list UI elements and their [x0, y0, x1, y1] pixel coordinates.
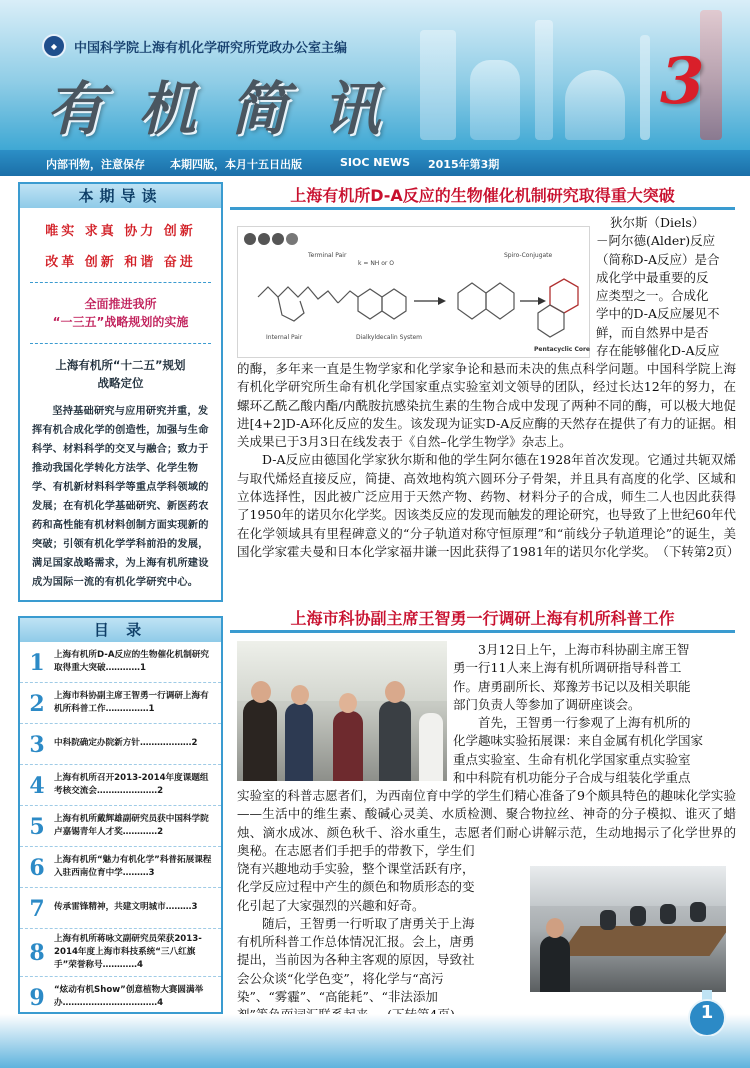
article2-top-column [453, 641, 738, 787]
footer-bar [0, 1014, 750, 1068]
article1-body [237, 360, 740, 561]
atom-icon [272, 233, 284, 245]
title-rule [230, 630, 735, 633]
toc-text: 上海有机所戴辉雄副研究员获中国科学院卢嘉锡青年人才奖…………2 [54, 814, 209, 837]
visit-photo [237, 641, 447, 781]
info-bar [0, 150, 750, 176]
toc-box [18, 616, 223, 1014]
text-line: 勇一行11人来上海有机所调研指导科普工 [453, 660, 682, 676]
molecule-chain [338, 291, 358, 303]
article1-title[interactable]: 上海有机所D-A反应的生物催化机制研究取得重大突破 [290, 186, 675, 205]
toc-number: 7 [29, 896, 45, 922]
reaction-diagram-svg [238, 227, 591, 359]
text-line: 首先，王智勇一行参观了上海有机所的 [478, 715, 691, 731]
molecule-ring [486, 283, 514, 319]
toc-text: 中科院确定办院新方针………………2 [54, 738, 198, 748]
position-body: 坚持基础研究与应用研究并重，发挥有机合成化学的创造性，加强与生命科学、材料科学的交叉与融合；致力于推动我国化学转化方法学、化学生物学、有机新材料科学等重点学科领域的发展；在有机化学基础研究、新医药农药和高性能有机材料创制方面实现新的突破；引领有机化学学科前沿的发展，满足国家战略需求，为上海有机所建设成为国际一流的有机化学研究中心。 [32, 406, 209, 588]
toc-text: 上海有机所蒋咏文副研究员荣获2013-2014年度上海市科技系统“三八红旗手”荣誉称号…………4 [54, 934, 202, 970]
diagram-label: Terminal Pair [308, 252, 347, 259]
plan-line: 全面推进我所 [84, 297, 157, 311]
arrow-head-icon [438, 297, 446, 305]
arrow-head-icon [538, 297, 546, 305]
position-line: 上海有机所“十二五”规划 [55, 358, 186, 372]
masthead [0, 0, 750, 150]
text-line: 鲜，而自然界中是否 [596, 324, 709, 340]
info-publish: 本期四版，本月十五日出版 [170, 158, 302, 171]
toc-text: 传承雷锋精神，共建文明城市………3 [54, 902, 198, 912]
cas-logo-icon: ◆ [42, 34, 66, 58]
text-line: 化学反应过程中产生的颜色和物质形态的变 [237, 879, 475, 895]
text-line: 重点实验室、生命有机化学国家重点实验室 [453, 751, 691, 767]
text-line: 有机所科普工作总体情况汇报。会上，唐勇 [237, 934, 475, 950]
toc-number: 9 [29, 985, 45, 1011]
info-internal: 内部刊物，注意保存 [46, 158, 145, 171]
text-line: －阿尔德(Alder)反应 [596, 233, 716, 249]
meeting-photo [530, 866, 726, 992]
atom-icon [244, 233, 256, 245]
newsletter-title [46, 62, 414, 146]
molecule-chain [258, 287, 338, 303]
text-line: 狄尔斯（Diels） [610, 215, 705, 230]
toc-text: 上海有机所“魅力有机化学”科普拓展课程入驻西南位育中学………3 [54, 855, 212, 878]
title-char: 有 [46, 75, 139, 143]
motto-1: 唯实 求真 协力 创新 [45, 224, 196, 239]
article2-title[interactable]: 上海市科协副主席王智勇一行调研上海有机所科普工作 [290, 609, 675, 628]
text-line: 化引起了大家强烈的兴趣和好奇。 [237, 897, 425, 913]
article2-bottom-column [237, 860, 520, 1025]
info-sioc-news: SIOC NEWS [340, 156, 411, 169]
text-line: （简称D-A反应）是合 [596, 251, 720, 267]
text-line: 存在能够催化D-A反应 [596, 343, 720, 359]
publisher-name: 中国科学院上海有机化学研究所党政办公室主编 [74, 40, 348, 56]
title-char: 简 [230, 75, 323, 143]
plan-heading [20, 295, 221, 331]
article1-para2: D-A反应由德国化学家狄尔斯和他的学生阿尔德在1928年首次发现。它通过共轭双烯与取代烯烃直接反应，简捷、高效地构筑六圆环分子骨架，并且具有高度的化学、区域和立体选择性，因此被广泛应用于天然产物、药物、材料分子的合成，师生二人也因此获得了1950年的诺贝尔化学奖。因该类反应的发现而触发的理论研究，也导致了上世纪60年代在化学领域具有里程碑意义的“分子轨道对称守恒原理”和“前线分子轨道理论”的诞生，美国化学家霍夫曼和日本化学家福井谦一因此获得了1981年的诺贝尔化学奖。 （下转第2页） [237, 452, 740, 559]
toc-number: 4 [29, 773, 45, 799]
title-char: 机 [138, 75, 231, 143]
text-line: 随后，王智勇一行听取了唐勇关于上海 [262, 915, 475, 931]
toc-item[interactable] [20, 642, 221, 683]
text-line: 作。唐勇副所长、郑豫芳书记以及相关职能 [453, 678, 691, 694]
motto-2: 改革 创新 和谐 奋进 [45, 255, 196, 270]
toc-item[interactable] [20, 683, 221, 724]
text-line: 会公众谈“化学色变”，将化学与“高污 [237, 970, 444, 986]
position-heading [20, 356, 221, 392]
title-char: 讯 [322, 75, 415, 143]
toc-text: 上海市科协副主席王智勇一行调研上海有机所科普工作……………1 [54, 691, 209, 714]
toc-item[interactable] [20, 806, 221, 847]
diagram-label: Dialkyldecalin System [356, 334, 423, 341]
toc-text: “炫动有机Show”创意植物大赛圆满举办……………………………4 [54, 985, 204, 1008]
toc-number: 1 [29, 650, 45, 676]
toc-number: 8 [29, 940, 45, 966]
toc-item[interactable] [20, 929, 221, 977]
divider [30, 343, 211, 344]
toc-item[interactable] [20, 724, 221, 765]
issue-number: 3 [660, 44, 705, 119]
toc-text: 上海有机所召开2013-2014年度课题组考核交流会…………………2 [54, 773, 209, 796]
info-issue: 2015年第3期 [428, 158, 500, 171]
text-line: 应类型之一。合成化 [596, 288, 709, 304]
article1-para1: 的酶，多年来一直是生物学家和化学家争论和悬而未决的焦点科学问题。中国科学院上海有机化学研究所生命有机化学国家重点实验室刘文领导的团队，经过长达12年的努力，在螺环乙酰乙酸内酯/内酰胺抗感染抗生素的生物合成中发现了两种不同的酶，可以极大地促进[4+2]D-A环化反应的发生。该发现为证实D-A反应酶的天然存在提供了有力的证据。相关成果已于3月3日在线发表于《自然–化学生物学》杂志上。 [237, 361, 736, 450]
toc-item[interactable] [20, 977, 221, 1018]
reaction-diagram [237, 226, 590, 358]
position-line: 战略定位 [97, 376, 144, 390]
page-number: 1 [700, 1002, 714, 1023]
toc-number: 2 [29, 691, 45, 717]
toc-title: 目 录 [20, 618, 221, 642]
plan-line: “一三五”战略规划的实施 [52, 315, 189, 329]
toc-number: 6 [29, 855, 45, 881]
diagram-label: Internal Pair [266, 334, 303, 341]
text-line: 成化学中最重要的反 [596, 269, 709, 285]
guide-title: 本期导读 [20, 184, 221, 208]
text-line: 3月12日上午，上海市科协副主席王智 [478, 642, 690, 657]
molecule-ring [538, 305, 564, 337]
article1-side-column [596, 214, 738, 360]
text-line: 和中科院有机功能分子合成与组装化学重点 [453, 770, 691, 786]
text-line: 饶有兴趣地动手实验，整个课堂活跃有序， [237, 861, 475, 876]
text-line: 染”、“雾霾”、“高能耗”、“非法添加 [237, 989, 438, 1005]
diagram-label: Pentacyclic Core [534, 346, 590, 353]
divider [30, 282, 211, 283]
toc-text: 上海有机所D-A反应的生物催化机制研究取得重大突破…………1 [54, 650, 210, 673]
diagram-label: Spiro-Conjugate [504, 252, 553, 259]
text-line: 化学趣味实验拓展课：来自金属有机化学国家 [453, 733, 704, 749]
text-line: 提出，当前因为各种主客观的原因，导致社 [237, 952, 475, 968]
publisher [42, 34, 347, 58]
toc-number: 5 [29, 814, 45, 840]
atom-icon [286, 233, 298, 245]
text-line: 学中的D-A反应屡见不 [596, 306, 720, 322]
text-line: 部门负责人等参加了调研座谈会。 [453, 696, 641, 712]
toc-item[interactable] [20, 888, 221, 929]
atom-icon [258, 233, 270, 245]
diagram-label: k = NH or O [358, 260, 394, 267]
molecule-ring [358, 289, 382, 319]
molecule-ring [278, 297, 304, 321]
title-rule [230, 207, 735, 210]
molecule-ring [458, 283, 486, 319]
toc-number: 3 [29, 732, 45, 758]
guide-box [18, 182, 223, 602]
toc-item[interactable] [20, 847, 221, 888]
article2-mid-paragraph: 实验室的科普志愿者们，为西南位育中学的学生们精心准备了9个颇具特色的趣味化学实验——生活中的维生素、酸碱心灵美、水质检测、聚合物拉丝、神奇的分子模拟、谁灭了蜡烛、滴水成冰、颜色秋千、浴水重生，志愿者们耐心讲解示范，生动地揭示了化学世界的奥秘。在志愿者们手把手的带教下，学生们 [237, 788, 736, 858]
molecule-ring [382, 289, 406, 319]
toc-item[interactable] [20, 765, 221, 806]
